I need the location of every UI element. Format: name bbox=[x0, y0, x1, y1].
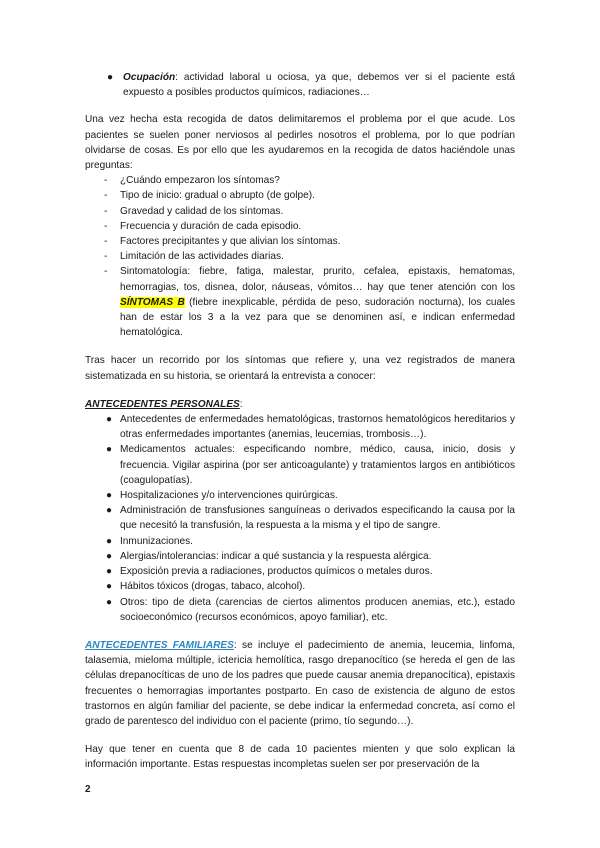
list-item-text: Hospitalizaciones y/o intervenciones quirúrgicas. bbox=[120, 490, 338, 502]
family-heading: ANTECEDENTES FAMILIARES bbox=[85, 639, 234, 651]
dash-icon: - bbox=[104, 190, 108, 202]
symptoms-b-highlight: SÍNTOMAS B bbox=[120, 296, 185, 308]
symptoms-text-end: (fiebre inexplicable, pérdida de peso, sudoración nocturna), los cuales han de estar los 3 a la vez para que se denominen así, e indican enfermedad hematológica. bbox=[120, 296, 515, 339]
list-item bbox=[85, 579, 515, 594]
list-item-text: Administración de transfusiones sanguíneas o derivados especificando la causa por la que necesitó la transfusión, la respuesta a la misma y el tipo de sangre. bbox=[120, 505, 515, 532]
dash-icon: - bbox=[104, 220, 108, 232]
list-item bbox=[85, 173, 515, 188]
bullet-icon: ● bbox=[106, 550, 113, 562]
list-item-text: Alergias/intolerancias: indicar a qué sustancia y la respuesta alérgica. bbox=[120, 550, 432, 562]
bullet-icon: ● bbox=[106, 596, 113, 608]
personal-list bbox=[85, 412, 515, 625]
list-item bbox=[85, 188, 515, 203]
bullet-icon: ● bbox=[106, 490, 113, 502]
list-item-text: ¿Cuándo empezaron los síntomas? bbox=[120, 175, 280, 187]
list-item-text: Limitación de las actividades diarias. bbox=[120, 251, 284, 263]
list-item-text: Otros: tipo de dieta (carencias de ciertos alimentos producen anemias, etc.), estado socioeconómico (recursos económicos, apoyo familiar), etc. bbox=[120, 596, 515, 623]
dash-icon: - bbox=[104, 205, 108, 217]
list-item-text: Tipo de inicio: gradual o abrupto (de golpe). bbox=[120, 190, 315, 202]
occupation-term: Ocupación bbox=[123, 72, 176, 83]
list-item bbox=[85, 204, 515, 219]
occupation-text: : actividad laboral u ociosa, ya que, debemos ver si el paciente está expuesto a posibles productos químicos, radiaciones… bbox=[123, 72, 515, 99]
closing-paragraph: Hay que tener en cuenta que 8 de cada 10 pacientes mienten y que solo explican la información importante. Estas respuestas incompletas suelen ser por preservación de la bbox=[85, 744, 515, 771]
list-item bbox=[85, 564, 515, 579]
list-item-text: Inmunizaciones. bbox=[120, 535, 193, 547]
list-item-text: Medicamentos actuales: especificando nombre, médico, causa, inicio, dosis y frecuencia. Vigilar aspirina (por ser anticoagulante) y tratamientos largos en antibióticos (coagulopatías). bbox=[120, 444, 515, 486]
personal-heading: ANTECEDENTES PERSONALES: bbox=[85, 398, 243, 410]
document-page bbox=[85, 70, 515, 773]
list-item bbox=[85, 219, 515, 234]
intro-paragraph: Una vez hecha esta recogida de datos delimitaremos el problema por el que acude. Los pacientes se suelen poner nerviosos al pedirles nosotros el problema, por lo que podrían olvidarse de cosas. Es por ello que les ayudaremos en la recogida de datos haciéndole unas preguntas: bbox=[85, 114, 515, 172]
list-item bbox=[85, 412, 515, 442]
bullet-icon: ● bbox=[106, 444, 113, 456]
family-text: : se incluye el padecimiento de anemia, leucemia, linfoma, talasemia, mieloma múltiple, ictericia hemolítica, rasgo drepanocítico (se hereda el gen de las células drepanocíticas de uno de los padres que puede causar anemia drepanocítica), epistaxis frecuentes o hemorragias importantes postparto. En caso de existencia de alguno de estos trastornos en algún familiar del paciente, se debe indicar la enfermedad concreta, así como el grado de parentesco del individuo con el paciente (primo, tío segundo…). bbox=[85, 639, 515, 727]
dash-icon: - bbox=[104, 175, 108, 187]
list-item bbox=[85, 595, 515, 625]
dash-icon: - bbox=[104, 266, 108, 278]
page-number: 2 bbox=[85, 784, 91, 795]
bullet-icon: ● bbox=[106, 414, 113, 426]
list-item bbox=[85, 534, 515, 549]
bullet-icon: ● bbox=[107, 72, 114, 83]
list-item-symptoms bbox=[85, 264, 515, 340]
list-item-text: Gravedad y calidad de los síntomas. bbox=[120, 205, 284, 217]
list-item-text: Antecedentes de enfermedades hematológicas, trastornos hematológicos hereditarios y otras enfermedades importantes (anemias, leucemias, trombosis…). bbox=[120, 414, 515, 441]
list-item-text: Hábitos tóxicos (drogas, tabaco, alcohol). bbox=[120, 581, 306, 593]
bullet-icon: ● bbox=[106, 581, 113, 593]
list-item bbox=[85, 503, 515, 533]
list-item bbox=[85, 249, 515, 264]
dash-icon: - bbox=[104, 236, 108, 248]
personal-heading-text: ANTECEDENTES PERSONALES bbox=[85, 398, 240, 410]
bullet-icon: ● bbox=[106, 535, 113, 547]
list-item bbox=[85, 549, 515, 564]
dash-icon: - bbox=[104, 251, 108, 263]
family-paragraph bbox=[85, 638, 515, 729]
symptoms-text: Sintomatología: fiebre, fatiga, malestar, prurito, cefalea, epistaxis, hematomas, hemorragias, tos, disnea, dolor, náuseas, vómitos… hay que tener atención con los bbox=[120, 266, 515, 293]
list-item bbox=[85, 234, 515, 249]
questions-list bbox=[85, 173, 515, 340]
list-item-text: Factores precipitantes y que alivian los síntomas. bbox=[120, 236, 341, 248]
bullet-icon: ● bbox=[106, 505, 113, 517]
occupation-bullet bbox=[85, 70, 515, 100]
list-item-text: Exposición previa a radiaciones, productos químicos o metales duros. bbox=[120, 566, 433, 578]
bullet-icon: ● bbox=[106, 566, 113, 578]
list-item bbox=[85, 488, 515, 503]
list-item-text: Frecuencia y duración de cada episodio. bbox=[120, 220, 302, 232]
followup-paragraph: Tras hacer un recorrido por los síntomas que refiere y, una vez registrados de manera sistematizada en su historia, se orientará la entrevista a conocer: bbox=[85, 355, 515, 382]
list-item bbox=[85, 442, 515, 488]
